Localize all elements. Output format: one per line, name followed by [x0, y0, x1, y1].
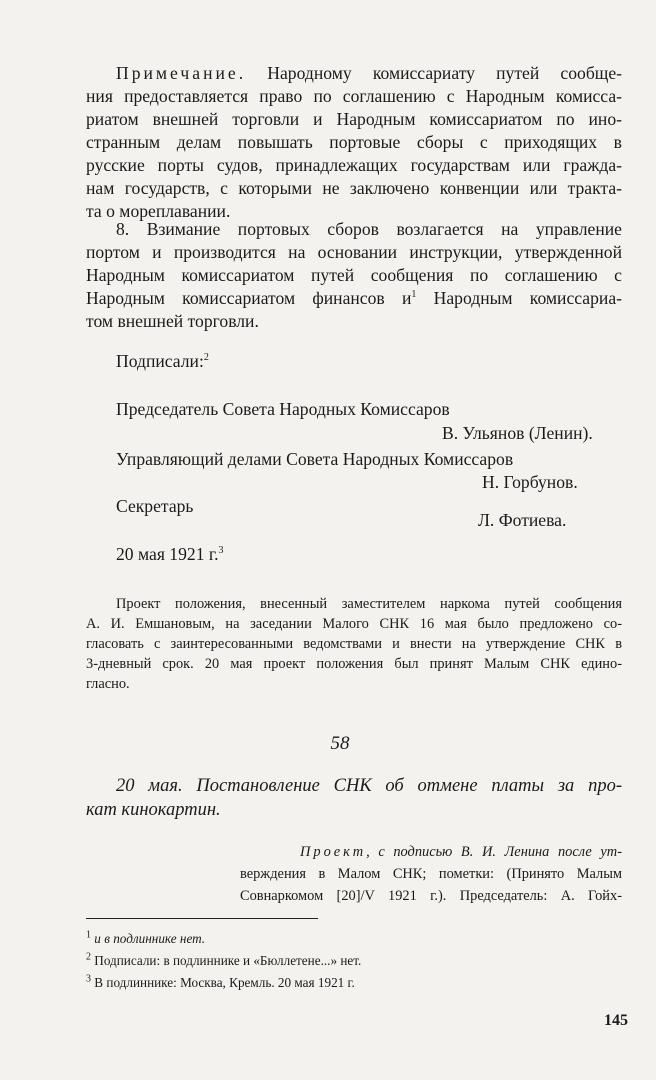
source-label: Проект: [300, 844, 367, 860]
footnote-mark: 2: [203, 352, 209, 364]
footnote-text: В подлиннике: Москва, Кремль. 20 мая 1921 г.: [94, 975, 355, 990]
commentary-line: Проект положения, внесенный заместителем наркома путей сообщения: [116, 596, 622, 612]
footnote-mark: 3: [86, 973, 91, 985]
signed-label: [116, 350, 209, 372]
footnote-mark: 1: [411, 289, 417, 301]
footnote-divider: [86, 918, 318, 919]
footnote-text: и в подлиннике нет.: [94, 931, 206, 946]
commentary-line: гласовать с заинтересованными ведомствами и внести на утверждение СНК в: [86, 636, 622, 652]
signature-name: Н. Горбунов.: [482, 472, 578, 492]
para-line: [86, 287, 622, 309]
signature-name: Л. Фотиева.: [478, 510, 567, 530]
note-line: нам государств, с которыми не заключено конвенции или тракта-: [86, 178, 622, 198]
footnote-mark: 3: [218, 545, 224, 557]
source-line: верждения в Малом СНК; пометки: (Принято Малым: [240, 866, 622, 882]
para-line: портом и производится на основании инструкции, утвержденной: [86, 242, 622, 262]
note-label: Примечание.: [116, 63, 247, 83]
page-number: 145: [604, 1012, 628, 1029]
signature-title: Управляющий делами Совета Народных Комиссаров: [116, 449, 514, 469]
footnote: [86, 930, 205, 948]
date-text: 20 мая 1921 г.: [116, 544, 219, 564]
document-date: [116, 543, 224, 565]
signature-name: В. Ульянов (Ленин).: [442, 423, 593, 443]
para-text: Народным комиссариатом финансов и: [86, 288, 412, 308]
source-text: , с подписью В. И. Ленина после ут-: [366, 844, 622, 860]
source-line: [300, 842, 622, 862]
commentary-line: 3-дневный срок. 20 мая проект положения был принят Малым СНК едино-: [86, 656, 622, 672]
note-line: ния предоставляется право по соглашению с Народным комисса-: [86, 86, 622, 106]
document-heading: 20 мая. Постановление СНК об отмене платы за про-: [116, 776, 622, 796]
footnote-mark: 1: [86, 929, 91, 941]
document-number: 58: [330, 733, 350, 754]
note-text: Народному комиссариату путей сообще-: [267, 63, 622, 83]
signed-text: Подписали:: [116, 351, 204, 371]
para-line: 8. Взимание портовых сборов возлагается на управление: [116, 219, 622, 239]
signature-title: Секретарь: [116, 496, 194, 516]
note-line: та о мореплавании.: [86, 201, 231, 221]
note-line: странным делам повышать портовые сборы с приходящих в: [86, 132, 622, 152]
para-text: Народным комиссариа-: [433, 288, 622, 308]
footnote-mark: 2: [86, 951, 91, 963]
footnote-text: Подписали: в подлиннике и «Бюллетене...» нет.: [94, 953, 362, 968]
footnote: [86, 974, 355, 992]
footnote: [86, 952, 361, 970]
source-line: Совнаркомом [20]/V 1921 г.). Председатель: А. Гойх-: [240, 888, 622, 904]
note-line: русские порты судов, принадлежащих государствам или гражда-: [86, 155, 622, 175]
para-line: том внешней торговли.: [86, 311, 259, 331]
note-line: [116, 62, 622, 84]
note-line: риатом внешней торговли и Народным комиссариатом по ино-: [86, 109, 622, 129]
commentary-line: А. И. Емшановым, на заседании Малого СНК 16 мая было предложено со-: [86, 616, 622, 632]
para-line: Народным комиссариатом путей сообщения по соглашению с: [86, 265, 622, 285]
commentary-line: гласно.: [86, 676, 130, 692]
signature-title: Председатель Совета Народных Комиссаров: [116, 399, 450, 419]
document-heading: кат кинокартин.: [86, 800, 221, 820]
